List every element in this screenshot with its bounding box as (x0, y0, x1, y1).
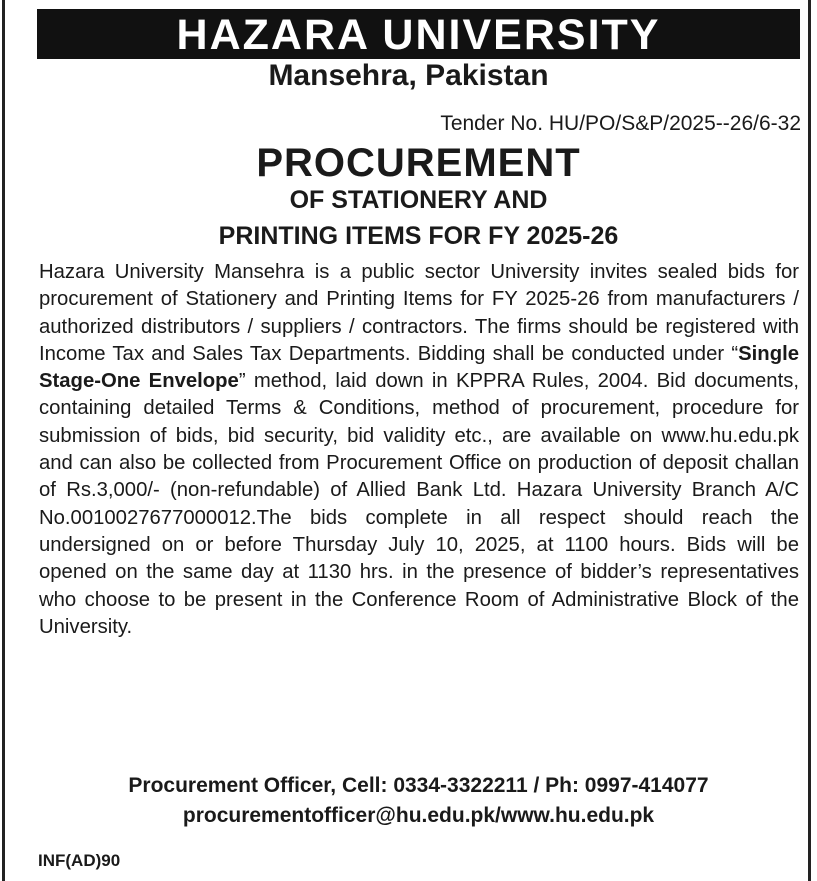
university-banner (37, 9, 800, 59)
notice-body (39, 259, 799, 641)
notice-subheading-line2: PRINTING ITEMS FOR FY 2025-26 (218, 222, 619, 250)
bidding-method: Single Stage-One Envelope (39, 342, 799, 393)
contact-phone-line: Procurement Officer, Cell: 0334-3322211 / Ph: 0997-414077 (128, 774, 709, 797)
university-name: HAZARA UNIVERSITY (176, 11, 661, 59)
notice-heading: PROCUREMENT (256, 141, 581, 185)
advertisement-ref-code: INF(AD)90 (38, 851, 121, 870)
university-location: Mansehra, Pakistan (268, 59, 549, 92)
tender-number: Tender No. HU/PO/S&P/2025--26/6-32 (440, 112, 801, 135)
body-part2: ” method, laid down in KPPRA Rules, 2004. Bid documents, containing detailed Terms & Conditions, method of procurement, procedure for submission of bids, bid security, bid validity etc., are available on www.hu.edu.pk and can also be collected from Procurement Office on production of deposit challan of Rs.3,000/- (non-refundable) of Allied Bank Ltd. Hazara University Branch A/C No.0010027677000012.The bids complete in all respect should reach the undersigned on or before Thursday July 10, 2025, at 1100 hours. Bids will be opened on the same day at 1130 hrs. in the presence of bidder’s representatives who choose to be present in the Conference Room of Administrative Block of the University. (39, 370, 799, 638)
notice-subheading-line1: OF STATIONERY AND (289, 186, 548, 214)
contact-email-line: procurementofficer@hu.edu.pk/www.hu.edu.pk (182, 804, 655, 827)
body-part1: Hazara University Mansehra is a public sector University invites sealed bids for procurement of Stationery and Printing Items for FY 2025-26 from manufacturers / authorized distributors / suppliers / contractors. The firms should be registered with Income Tax and Sales Tax Departments. Bidding shall be conducted under “ (39, 261, 799, 365)
